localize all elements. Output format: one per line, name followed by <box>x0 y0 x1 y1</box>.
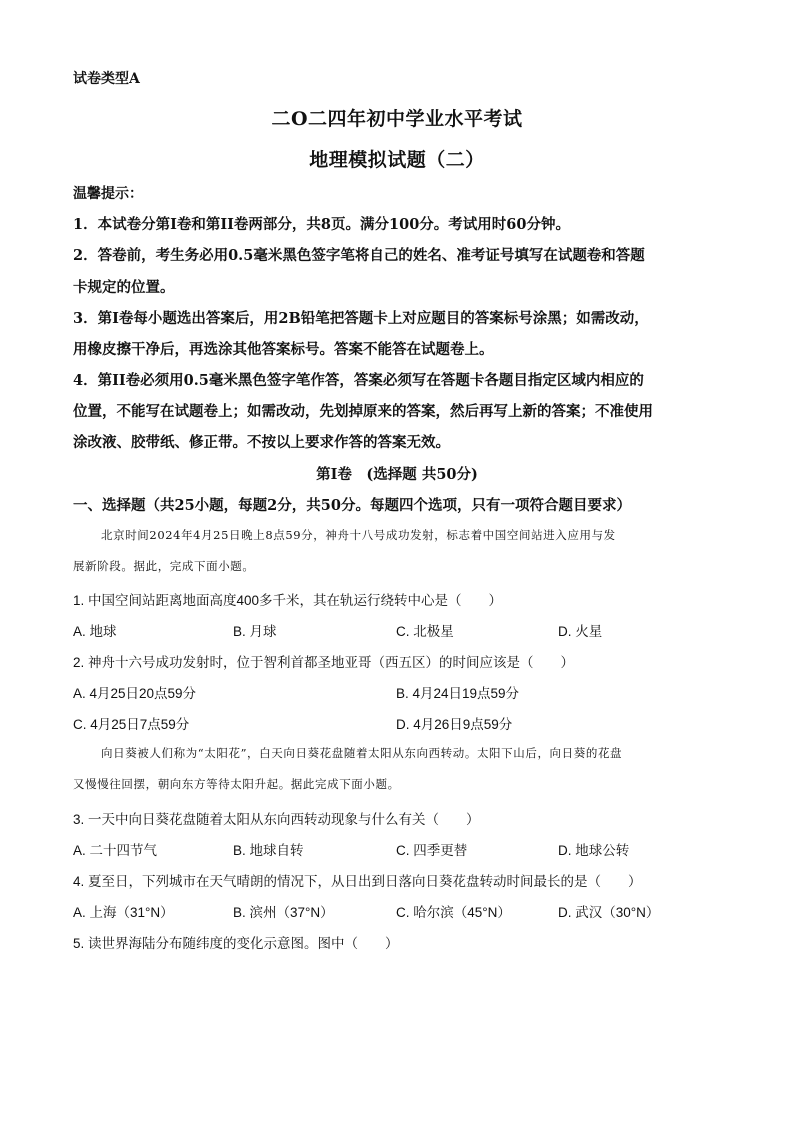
q1-option-a: A. 地球 <box>73 624 117 639</box>
stem-1-line-1: 北京时间2024年4月25日晚上8点59分，神舟十八号成功发射，标志着中国空间站进入应用与发 <box>101 528 616 542</box>
stem-1-line-2: 展新阶段。据此，完成下面小题。 <box>73 559 255 573</box>
stem-2-line-2: 又慢慢往回摆，朝向东方等待太阳升起。据此完成下面小题。 <box>73 777 400 791</box>
tip-line-4: 3．第Ⅰ卷每小题选出答案后，用2B铅笔把答题卡上对应题目的答案标号涂黑；如需改动， <box>73 310 649 327</box>
q2-option-c: C. 4月25日7点59分 <box>73 717 190 732</box>
tip-line-2: 2．答卷前，考生务必用0.5毫米黑色签字笔将自己的姓名、准考证号填写在试题卷和答题 <box>73 247 645 264</box>
q4-option-d: D. 武汉（30°N） <box>558 905 660 920</box>
question-3: 3. 一天中向日葵花盘随着太阳从东向西转动现象与什么有关（ ） <box>73 812 480 827</box>
q3-option-d: D. 地球公转 <box>558 843 630 858</box>
exam-subtitle: 地理模拟试题（二） <box>309 149 485 171</box>
tip-line-8: 涂改液、胶带纸、修正带。不按以上要求作答的答案无效。 <box>73 434 450 451</box>
question-1: 1. 中国空间站距离地面高度400多千米，其在轨运行绕转中心是（ ） <box>73 593 503 608</box>
q4-option-b: B. 滨州（37°N） <box>233 905 334 920</box>
q2-option-d: D. 4月26日9点59分 <box>396 717 513 732</box>
tip-line-6: 4．第II卷必须用0.5毫米黑色签字笔作答，答案必须写在答题卡各题目指定区域内相应的 <box>73 372 644 389</box>
tip-line-7: 位置，不能写在试题卷上；如需改动，先划掉原来的答案，然后再写上新的答案；不准使用 <box>73 403 653 420</box>
exam-title: 二O二四年初中学业水平考试 <box>271 108 523 130</box>
q4-option-a: A. 上海（31°N） <box>73 905 174 920</box>
question-2: 2. 神舟十六号成功发射时，位于智利首都圣地亚哥（西五区）的时间应该是（ ） <box>73 655 575 670</box>
tip-line-5: 用橡皮擦干净后，再选涂其他答案标号。答案不能答在试题卷上。 <box>73 341 494 358</box>
tips-heading: 温馨提示： <box>73 186 143 202</box>
tip-line-1: 1．本试卷分第Ⅰ卷和第II卷两部分，共8页。满分100分。考试用时60分钟。 <box>73 216 570 233</box>
question-4: 4. 夏至日，下列城市在天气晴朗的情况下，从日出到日落向日葵花盘转动时间最长的是（ ） <box>73 874 642 889</box>
q1-option-b: B. 月球 <box>233 624 277 639</box>
q1-option-d: D. 火星 <box>558 624 603 639</box>
q4-option-c: C. 哈尔滨（45°N） <box>396 905 511 920</box>
q2-option-b: B. 4月24日19点59分 <box>396 686 520 701</box>
stem-2-line-1: 向日葵被人们称为“太阳花”，白天向日葵花盘随着太阳从东向西转动。太阳下山后，向日葵的花盘 <box>101 746 623 760</box>
tip-line-3: 卡规定的位置。 <box>73 279 175 296</box>
q3-option-a: A. 二十四节气 <box>73 843 158 858</box>
section-heading: 第Ⅰ卷 (选择题 共50分) <box>316 466 478 483</box>
part-heading: 一、选择题（共25小题，每题2分，共50分。每题四个选项，只有一项符合题目要求） <box>73 497 631 514</box>
paper-type-label: 试卷类型A <box>73 71 140 87</box>
q2-option-a: A. 4月25日20点59分 <box>73 686 197 701</box>
question-5: 5. 读世界海陆分布随纬度的变化示意图。图中（ ） <box>73 936 399 951</box>
q3-option-c: C. 四季更替 <box>396 843 468 858</box>
q1-option-c: C. 北极星 <box>396 624 454 639</box>
q3-option-b: B. 地球自转 <box>233 843 304 858</box>
